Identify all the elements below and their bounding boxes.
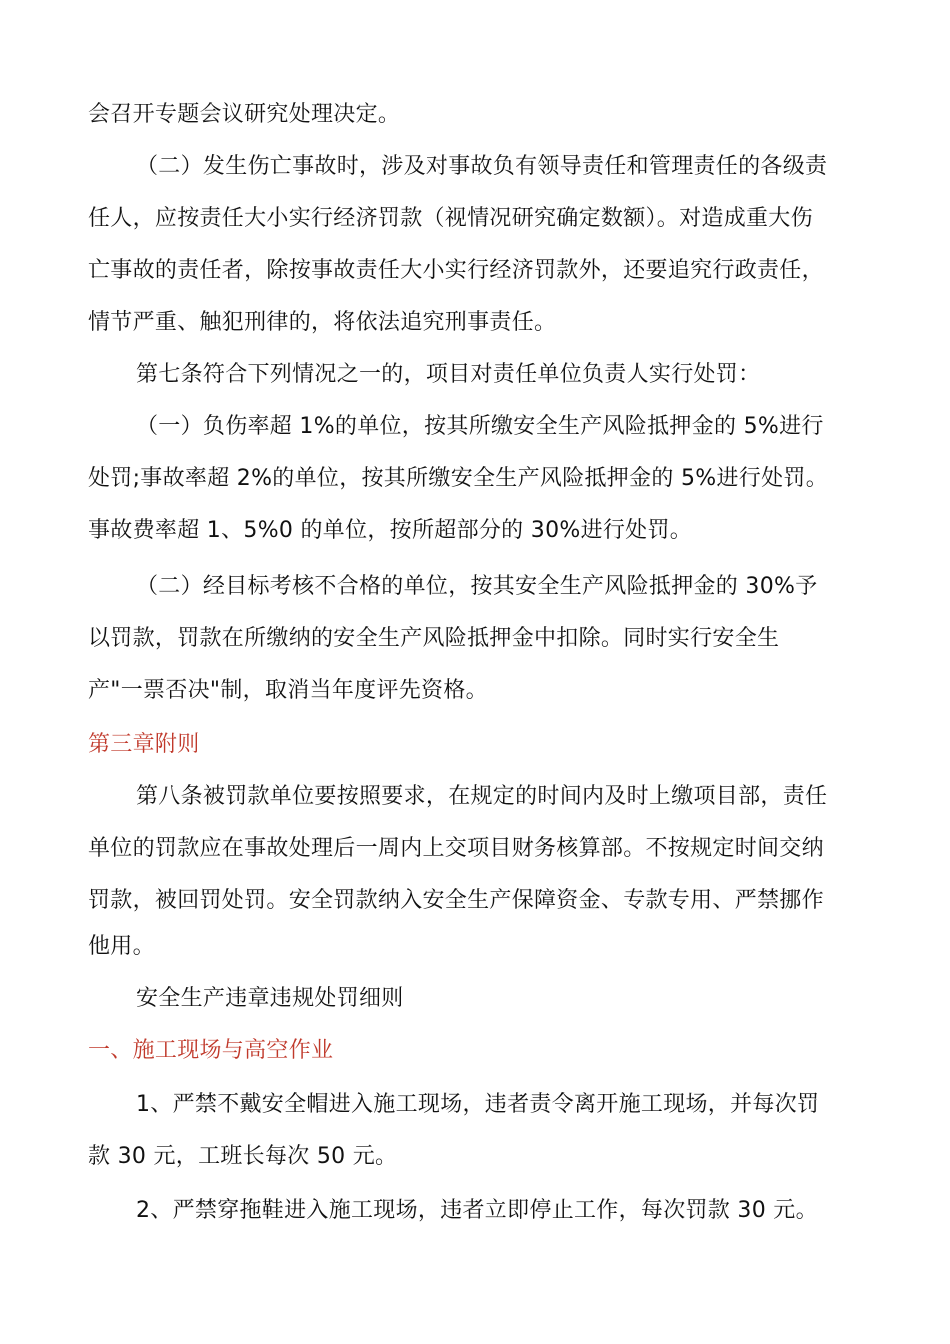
paragraph-line: 亡事故的责任者，除按事故责任大小实行经济罚款外，还要追究行政责任， bbox=[88, 258, 824, 283]
article-8-line: 第八条被罚款单位要按照要求，在规定的时间内及时上缴项目部，责任 bbox=[136, 784, 828, 809]
paragraph-line: 罚款，被回罚处罚。安全罚款纳入安全生产保障资金、专款专用、严禁挪作 bbox=[88, 888, 824, 913]
paragraph-line: （二）经目标考核不合格的单位，按其安全生产风险抵押金的 30%予 bbox=[136, 574, 818, 599]
rule-item-line: 2、严禁穿拖鞋进入施工现场，违者立即停止工作，每次罚款 30 元。 bbox=[136, 1198, 818, 1223]
paragraph-line: 情节严重、触犯刑律的，将依法追究刑事责任。 bbox=[88, 310, 557, 335]
paragraph-line: 以罚款，罚款在所缴纳的安全生产风险抵押金中扣除。同时实行安全生 bbox=[88, 626, 780, 651]
paragraph-line: 处罚;事故率超 2%的单位，按其所缴安全生产风险抵押金的 5%进行处罚。 bbox=[88, 466, 829, 491]
rule-item-line: 款 30 元，工班长每次 50 元。 bbox=[88, 1144, 398, 1169]
chapter-3-heading: 第三章附则 bbox=[88, 732, 200, 757]
rules-title: 安全生产违章违规处罚细则 bbox=[136, 986, 404, 1011]
paragraph-line: 他用。 bbox=[88, 934, 155, 959]
paragraph-line: （一）负伤率超 1%的单位，按其所缴安全生产风险抵押金的 5%进行 bbox=[136, 414, 824, 439]
rule-item-line: 1、严禁不戴安全帽进入施工现场，违者责令离开施工现场，并每次罚 bbox=[136, 1092, 820, 1117]
paragraph-line: 单位的罚款应在事故处理后一周内上交项目财务核算部。不按规定时间交纳 bbox=[88, 836, 824, 861]
section-1-heading: 一、施工现场与高空作业 bbox=[88, 1038, 334, 1063]
paragraph-line: 任人，应按责任大小实行经济罚款（视情况研究确定数额）。对造成重大伤 bbox=[88, 206, 813, 231]
paragraph-line: 会召开专题会议研究处理决定。 bbox=[88, 102, 401, 127]
article-7-line: 第七条符合下列情况之一的，项目对责任单位负责人实行处罚： bbox=[136, 362, 761, 387]
paragraph-line: 产"一票否决"制，取消当年度评先资格。 bbox=[88, 678, 488, 703]
paragraph-line: 事故费率超 1、5%0 的单位，按所超部分的 30%进行处罚。 bbox=[88, 518, 693, 543]
paragraph-line: （二）发生伤亡事故时，涉及对事故负有领导责任和管理责任的各级责 bbox=[136, 154, 828, 179]
